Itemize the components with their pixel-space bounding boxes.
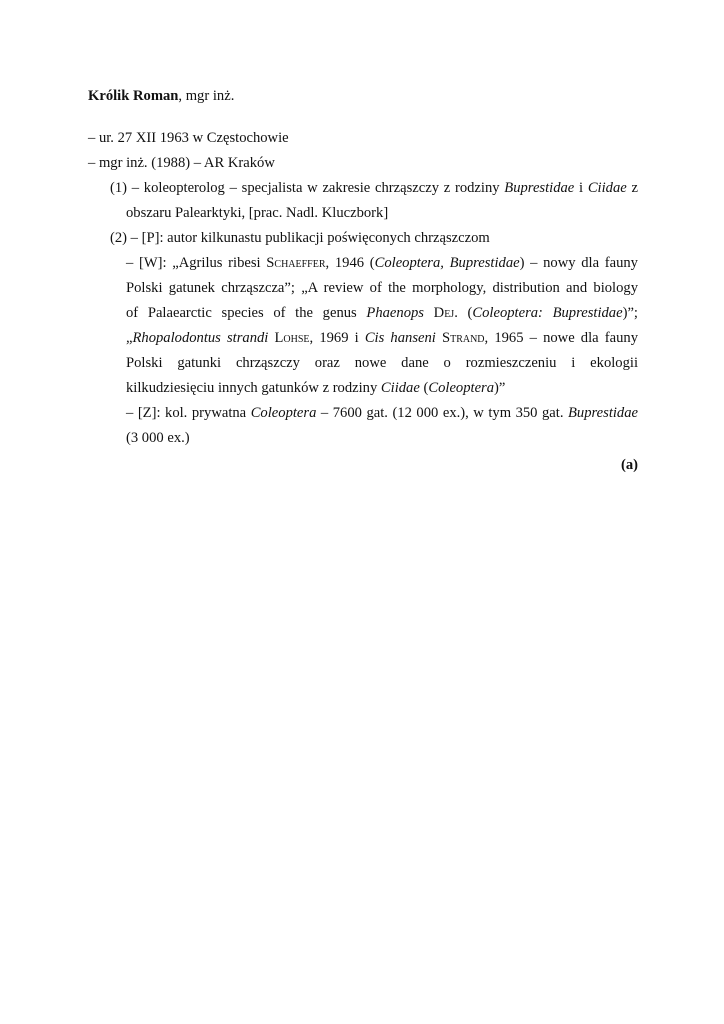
person-name: Królik Roman: [88, 88, 179, 104]
works-line-4: „Rhopalodontus strandi Lohse, 1969 i Cis hanseni Strand, 1965 – nowe dla fauny: [126, 330, 638, 346]
author-lohse: Lohse: [274, 330, 310, 346]
item-2-line: (2) – [P]: autor kilkunastu publikacji poświęconych chrząszczom: [110, 230, 490, 246]
works-line-3: of Palaearctic species of the genus Phaenops Dej. (Coleoptera: Buprestidae)”;: [126, 305, 638, 321]
item-1-line-2: obszaru Palearktyki, [prac. Nadl. Kluczbork]: [126, 205, 389, 221]
species-cis-hanseni: Cis hanseni: [364, 330, 436, 346]
birth-line: – ur. 27 XII 1963 w Częstochowie: [88, 130, 289, 146]
family-ciidae: Ciidae: [587, 180, 627, 196]
person-title: , mgr inż.: [178, 88, 235, 104]
degree-line: – mgr inż. (1988) – AR Kraków: [88, 155, 275, 171]
works-line-2: Polski gatunek chrząszcza”; „A review of the morphology, distribution and biology: [126, 280, 638, 296]
works-line-1: – [W]: „Agrilus ribesi Schaeffer, 1946 (Coleoptera, Buprestidae) – nowy dla fauny: [126, 255, 638, 271]
genus-phaenops: Phaenops: [366, 305, 424, 321]
collection-line-1: – [Z]: kol. prywatna Coleoptera – 7600 gat. (12 000 ex.), w tym 350 gat. Buprestidae: [126, 405, 638, 421]
collection-line-2: (3 000 ex.): [126, 430, 190, 446]
author-strand: Strand: [441, 330, 485, 346]
section-marker: (a): [620, 457, 638, 473]
author-dej: Dej: [433, 305, 455, 321]
works-line-5: Polski gatunki chrząszczy oraz nowe dane o rozmieszczeniu i ekologii: [126, 355, 638, 371]
entry-header: [88, 86, 234, 106]
item-1-line-1: (1) – koleopterolog – specjalista w zakresie chrząszczy z rodziny Buprestidae i Ciidae z: [110, 180, 638, 196]
works-line-6: kilkudziesięciu innych gatunków z rodziny Ciidae (Coleoptera)”: [126, 380, 506, 396]
family-buprestidae: Buprestidae: [504, 180, 575, 196]
species-rhopalodontus: Rhopalodontus strandi: [132, 330, 269, 346]
author-schaeffer: Schaeffer: [266, 255, 326, 271]
